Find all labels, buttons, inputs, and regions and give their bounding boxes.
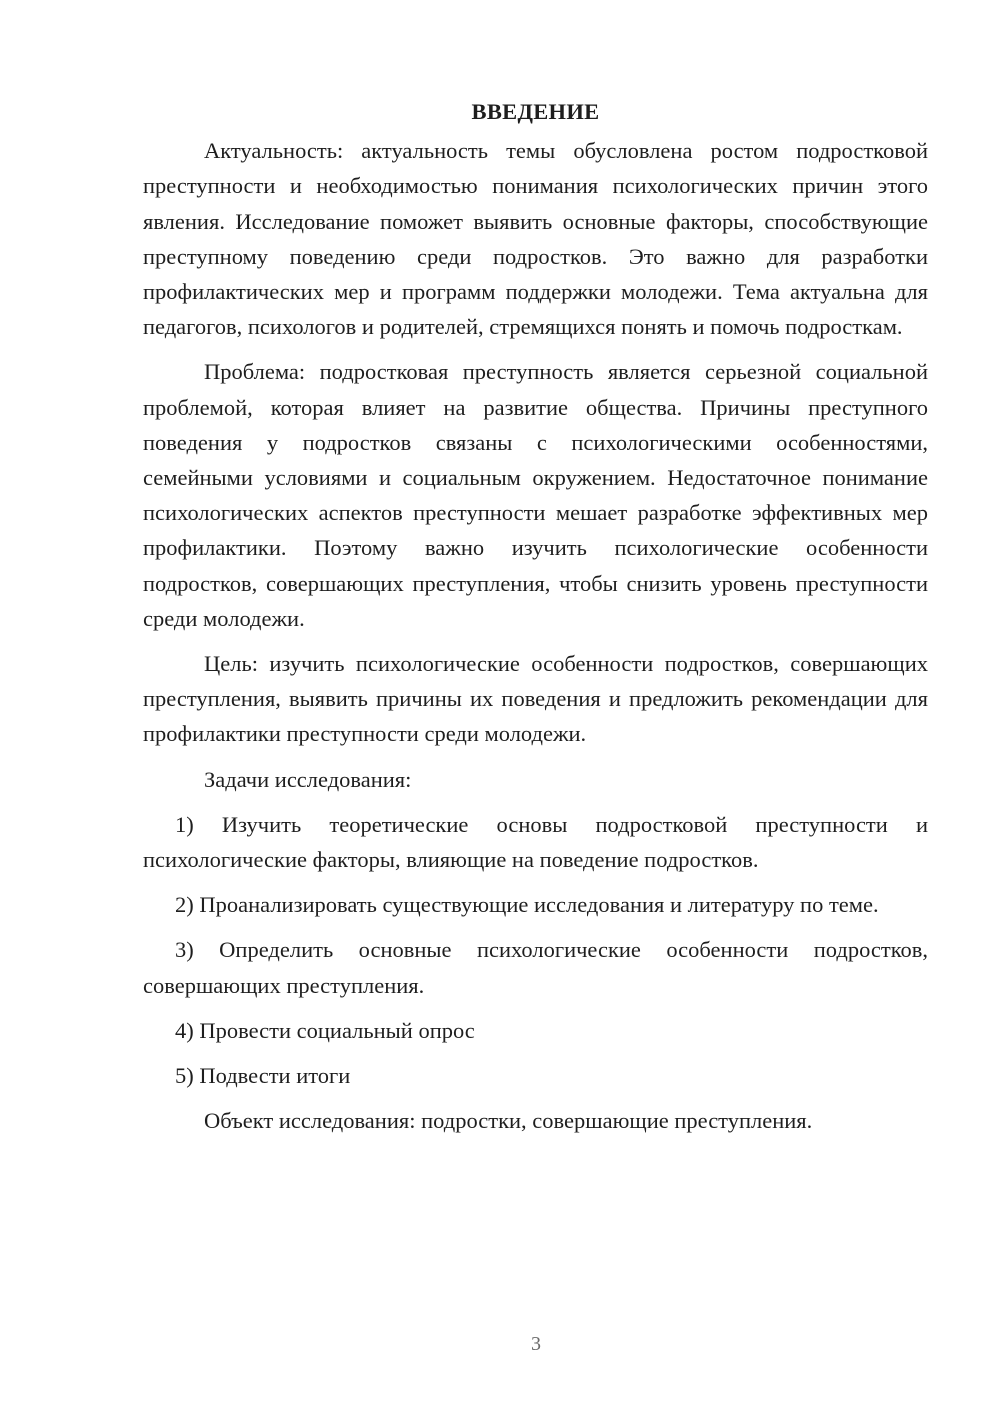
- paragraph-goal: Цель: изучить психологические особенности подростков, совершающих преступления, выявить причины их поведения и предложить рекомендации для профилактики преступности среди молодежи.: [143, 651, 928, 747]
- page-number: 3: [531, 1333, 541, 1355]
- paragraph-problem: Проблема: подростковая преступность является серьезной социальной проблемой, которая влияет на развитие общества. Причины преступного поведения у подростков связаны с психологическими особенностями, семейными условиями и социальным окружением. Недостаточное понимание психологических аспектов преступности мешает разработке эффективных мер профилактики. Поэтому важно изучить психологические особенности подростков, совершающих преступления, чтобы снизить уровень преступности среди молодежи.: [143, 359, 928, 631]
- list-item: 2) Проанализировать существующие исследования и литературу по теме.: [175, 892, 879, 918]
- document-page: [143, 94, 928, 1148]
- list-item: 5) Подвести итоги: [175, 1063, 351, 1089]
- paragraph-object: Объект исследования: подростки, совершающие преступления.: [204, 1108, 813, 1134]
- page-title: ВВЕДЕНИЕ: [471, 99, 600, 124]
- tasks-title: Задачи исследования:: [204, 766, 412, 792]
- list-item: 3) Определить основные психологические особенности подростков, совершающих преступления.: [143, 937, 928, 998]
- paragraph-relevance: Актуальность: актуальность темы обусловлена ростом подростковой преступности и необходимостью понимания психологических причин этого явления. Исследование поможет выявить основные факторы, способствующие преступному поведению среди подростков. Это важно для разработки профилактических мер и программ поддержки молодежи. Тема актуальна для педагогов, психологов и родителей, стремящихся понять и помочь подросткам.: [143, 138, 928, 340]
- list-item: 1) Изучить теоретические основы подростковой преступности и психологические факторы, влияющие на поведение подростков.: [143, 811, 928, 873]
- list-item: 4) Провести социальный опрос: [175, 1017, 475, 1043]
- tasks-list: [143, 807, 928, 1093]
